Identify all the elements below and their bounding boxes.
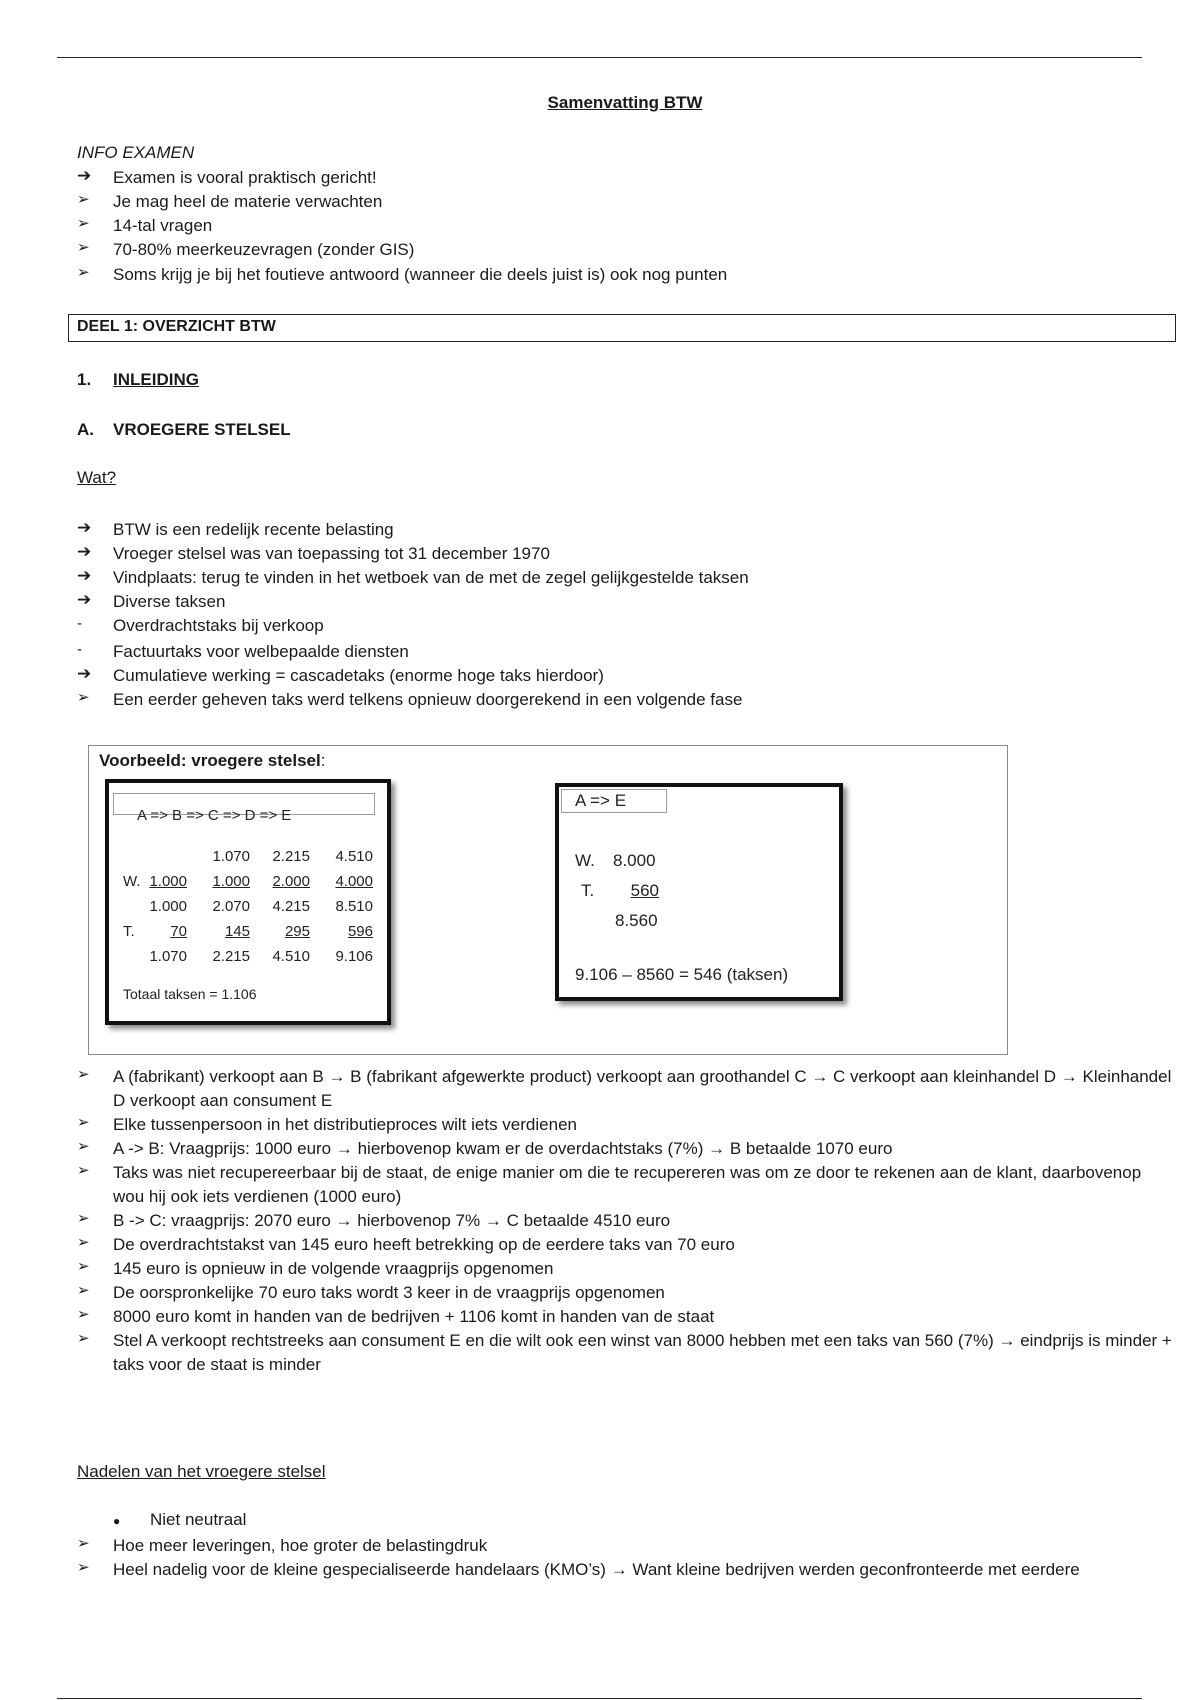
page-title: Samenvatting BTW — [547, 93, 703, 112]
rowsub-c2: 2.070 — [212, 898, 250, 915]
rowtot-c1: 1.070 — [149, 948, 187, 965]
rowtot-c4: 9.106 — [335, 948, 373, 965]
rowsub-c4: 8.510 — [335, 898, 373, 915]
list-item: Vindplaats: terug te vinden in het wetboek van de met de zegel gelijkgestelde taksen — [113, 568, 749, 587]
part-heading-box — [68, 314, 1176, 342]
list-item: A (fabrikant) verkoopt aan B → B (fabrikant afgewerkte product) verkoopt aan groothandel C → C verkoopt aan kleinhandel D → Kleinhandel D verkoopt aan consument E — [113, 1067, 1172, 1110]
tri-bullet-icon: ➢ — [77, 1559, 90, 1576]
rowtot-c2: 2.215 — [212, 948, 250, 965]
arrow-bullet-icon: ➔ — [77, 542, 92, 561]
tri-bullet-icon: ➢ — [77, 1138, 90, 1155]
row0-c2: 1.070 — [212, 848, 250, 865]
rowt-c2: 145 — [224, 923, 250, 940]
top-rule — [57, 57, 1142, 58]
list-item: Elke tussenpersoon in het distributieproces wilt iets verdienen — [113, 1115, 577, 1134]
cascade-table-panel — [105, 779, 391, 1025]
list-item: Taks was niet recupereerbaar bij de staat, de enige manier om die te recupereren was om ze door te rekenen aan de klant, daarbovenop wou hij ook iets verdienen (1000 euro) — [113, 1163, 1142, 1206]
list-item: Examen is vooral praktisch gericht! — [113, 168, 377, 187]
direct-t-label: T. — [581, 881, 595, 900]
bottom-rule — [57, 1698, 1142, 1699]
arrow-bullet-icon: ➔ — [77, 566, 92, 585]
list-item: Je mag heel de materie verwachten — [113, 192, 383, 211]
list-item: Overdrachtstaks bij verkoop — [113, 616, 324, 635]
arrow-bullet-icon: ➔ — [77, 166, 92, 185]
rowt-c4: 596 — [347, 923, 373, 940]
direct-sum: 8.560 — [615, 911, 658, 930]
arrow-bullet-icon: ➔ — [77, 664, 92, 683]
tri-bullet-icon: ➢ — [77, 1210, 90, 1227]
nadelen-dot-item: Niet neutraal — [150, 1510, 247, 1529]
dash-bullet-icon: - — [77, 641, 82, 658]
tri-bullet-icon: ➢ — [77, 1258, 90, 1275]
section-number: 1. — [77, 370, 92, 389]
t-label: T. — [123, 923, 135, 940]
tri-bullet-icon: ➢ — [77, 1306, 90, 1323]
dash-bullet-icon: - — [77, 615, 82, 632]
roww-c3: 2.000 — [272, 873, 310, 890]
direct-header: A => E — [575, 791, 627, 810]
direct-w-label: W. — [575, 851, 595, 870]
cascade-header: A => B => C => D => E — [137, 807, 292, 824]
arrow-bullet-icon: ➔ — [77, 518, 92, 537]
direct-w-value: 8.000 — [613, 851, 656, 870]
tri-bullet-icon: ➢ — [77, 239, 90, 256]
tri-bullet-icon: ➢ — [77, 1162, 90, 1179]
tri-bullet-icon: ➢ — [77, 1114, 90, 1131]
arrow-bullet-icon: ➔ — [77, 590, 92, 609]
cascade-total: Totaal taksen = 1.106 — [123, 986, 257, 1002]
wat-heading: Wat? — [77, 468, 117, 487]
example-box — [88, 745, 1008, 1055]
roww-c4: 4.000 — [335, 873, 373, 890]
list-item: 14-tal vragen — [113, 216, 213, 235]
example-title: Voorbeeld: vroegere stelsel: — [99, 751, 326, 770]
list-item: Heel nadelig voor de kleine gespecialiseerde handelaars (KMO’s) → Want kleine bedrijven werden geconfronteerde met eerdere — [113, 1560, 1080, 1579]
roww-c2: 1.000 — [212, 873, 250, 890]
row0-c3: 2.215 — [272, 848, 310, 865]
tri-bullet-icon: ➢ — [77, 191, 90, 208]
tri-bullet-icon: ➢ — [77, 215, 90, 232]
tri-bullet-icon: ➢ — [77, 689, 90, 706]
tri-bullet-icon: ➢ — [77, 1330, 90, 1347]
subsection-letter: A. — [77, 420, 94, 439]
direct-t-value: 560 — [630, 881, 659, 900]
w-label: W. — [123, 873, 141, 890]
list-item: Factuurtaks voor welbepaalde diensten — [113, 642, 409, 661]
list-item: Soms krijg je bij het foutieve antwoord (wanneer die deels juist is) ook nog punten — [113, 265, 728, 284]
rowt-c3: 295 — [284, 923, 310, 940]
section-title: INLEIDING — [113, 370, 199, 389]
list-item: De overdrachtstakst van 145 euro heeft betrekking op de eerdere taks van 70 euro — [113, 1235, 735, 1254]
roww-c1: 1.000 — [149, 873, 187, 890]
list-item: Vroeger stelsel was van toepassing tot 31 december 1970 — [113, 544, 550, 563]
list-item: Diverse taksen — [113, 592, 226, 611]
list-item: Een eerder geheven taks werd telkens opnieuw doorgerekend in een volgende fase — [113, 690, 743, 709]
list-item: 145 euro is opnieuw in de volgende vraagprijs opgenomen — [113, 1259, 554, 1278]
direct-sale-panel — [555, 783, 843, 1001]
list-item: B -> C: vraagprijs: 2070 euro → hierbovenop 7% → C betaalde 4510 euro — [113, 1211, 671, 1230]
nadelen-heading: Nadelen van het vroegere stelsel — [77, 1462, 326, 1481]
list-item: 8000 euro komt in handen van de bedrijven + 1106 komt in handen van de staat — [113, 1307, 715, 1326]
list-item: A -> B: Vraagprijs: 1000 euro → hierbovenop kwam er de overdachtstaks (7%) → B betaalde 1070 euro — [113, 1139, 893, 1158]
rowsub-c3: 4.215 — [272, 898, 310, 915]
tri-bullet-icon: ➢ — [77, 1535, 90, 1552]
list-item: 70-80% meerkeuzevragen (zonder GIS) — [113, 240, 415, 259]
rowtot-c3: 4.510 — [272, 948, 310, 965]
tri-bullet-icon: ➢ — [77, 1234, 90, 1251]
rowt-c1: 70 — [170, 923, 187, 940]
list-item: De oorspronkelijke 70 euro taks wordt 3 keer in de vraagprijs opgenomen — [113, 1283, 665, 1302]
list-item: Hoe meer leveringen, hoe groter de belastingdruk — [113, 1536, 488, 1555]
nadelen-dot-bullet: ● — [113, 1514, 121, 1528]
part-heading: DEEL 1: OVERZICHT BTW — [77, 318, 276, 335]
list-item: Cumulatieve werking = cascadetaks (enorme hoge taks hierdoor) — [113, 666, 604, 685]
rowsub-c1: 1.000 — [149, 898, 187, 915]
direct-footer: 9.106 – 8560 = 546 (taksen) — [575, 965, 789, 984]
info-heading: INFO EXAMEN — [77, 143, 195, 162]
tri-bullet-icon: ➢ — [77, 1282, 90, 1299]
list-item: Stel A verkoopt rechtstreeks aan consument E en die wilt ook een winst van 8000 hebben met een taks van 560 (7%) → eindprijs is minder + taks voor de staat is minder — [113, 1331, 1172, 1374]
tri-bullet-icon: ➢ — [77, 264, 90, 281]
tri-bullet-icon: ➢ — [77, 1066, 90, 1083]
list-item: BTW is een redelijk recente belasting — [113, 520, 394, 539]
subsection-title: VROEGERE STELSEL — [113, 420, 291, 439]
row0-c4: 4.510 — [335, 848, 373, 865]
